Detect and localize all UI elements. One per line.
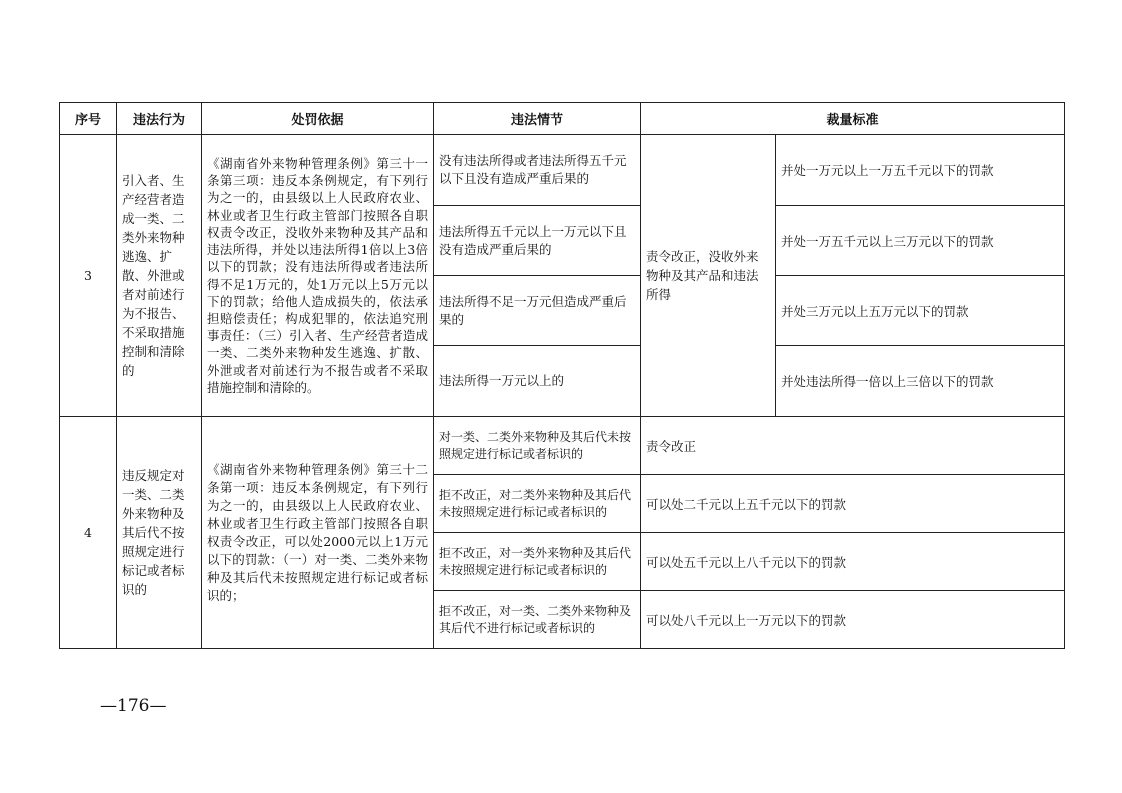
row-standard: 可以处八千元以上一万元以下的罚款: [641, 591, 1065, 649]
penalty-discretion-table: [59, 102, 1065, 649]
row-standard: 可以处二千元以上五千元以下的罚款: [641, 475, 1065, 533]
row-circumstance: 违法所得不足一万元但造成严重后果的: [434, 276, 641, 346]
row-seq: 4: [60, 417, 117, 649]
row-standard: 并处三万元以上五万元以下的罚款: [776, 276, 1065, 346]
row-basis: 《湖南省外来物种管理条例》第三十二条第一项：违反本条例规定，有下列行为之一的，由县级以上人民政府农业、林业或者卫生行政主管部门按照各自职权责令改正，可以处2000元以上1万元以下的罚款：（一）对一类、二类外来物种及其后代未按照规定进行标记或者标识的；: [202, 417, 434, 649]
row-circumstance: 没有违法所得或者违法所得五千元以下且没有造成严重后果的: [434, 135, 641, 206]
row-circumstance: 违法所得一万元以上的: [434, 346, 641, 417]
row-standard: 可以处五千元以上八千元以下的罚款: [641, 533, 1065, 591]
row-standard: 并处一万五千元以上三万元以下的罚款: [776, 206, 1065, 276]
row-circumstance: 拒不改正，对二类外来物种及其后代未按照规定进行标记或者标识的: [434, 475, 641, 533]
row-circumstance: 拒不改正，对一类外来物种及其后代未按照规定进行标记或者标识的: [434, 533, 641, 591]
header-seq: 序号: [60, 103, 117, 135]
header-circumstances: 违法情节: [434, 103, 641, 135]
row-seq: 3: [60, 135, 117, 417]
row-standard: 并处一万元以上一万五千元以下的罚款: [776, 135, 1065, 206]
row-act: 引入者、生产经营者造成一类、二类外来物种逃逸、扩散、外泄或者对前述行为不报告、不采取措施控制和清除的: [117, 135, 202, 417]
row-common-measure: 责令改正，没收外来物种及其产品和违法所得: [641, 135, 776, 417]
header-basis: 处罚依据: [202, 103, 434, 135]
table-row: [60, 135, 1065, 206]
row-circumstance: 拒不改正，对一类、二类外来物种及其后代不进行标记或者标识的: [434, 591, 641, 649]
row-circumstance: 违法所得五千元以上一万元以下且没有造成严重后果的: [434, 206, 641, 276]
header-row: [60, 103, 1065, 135]
row-circumstance: 对一类、二类外来物种及其后代未按照规定进行标记或者标识的: [434, 417, 641, 475]
row-standard: 并处违法所得一倍以上三倍以下的罚款: [776, 346, 1065, 417]
row-basis: 《湖南省外来物种管理条例》第三十一条第三项：违反本条例规定，有下列行为之一的，由县级以上人民政府农业、林业或者卫生行政主管部门按照各自职权责令改正，没收外来物种及其产品和违法所得，并处以违法所得1倍以上3倍以下的罚款；没有违法所得或者违法所得不足1万元的，处1万元以上5万元以下的罚款；给他人造成损失的，依法承担赔偿责任；构成犯罪的，依法追究刑事责任：（三）引入者、生产经营者造成一类、二类外来物种发生逃逸、扩散、外泄或者对前述行为不报告或者不采取措施控制和清除的。: [202, 135, 434, 417]
header-act: 违法行为: [117, 103, 202, 135]
row-act: 违反规定对一类、二类外来物种及其后代不按照规定进行标记或者标识的: [117, 417, 202, 649]
header-standard: 裁量标准: [641, 103, 1065, 135]
table-row: [60, 417, 1065, 475]
page-number: —176—: [100, 696, 167, 716]
row-standard: 责令改正: [641, 417, 1065, 475]
